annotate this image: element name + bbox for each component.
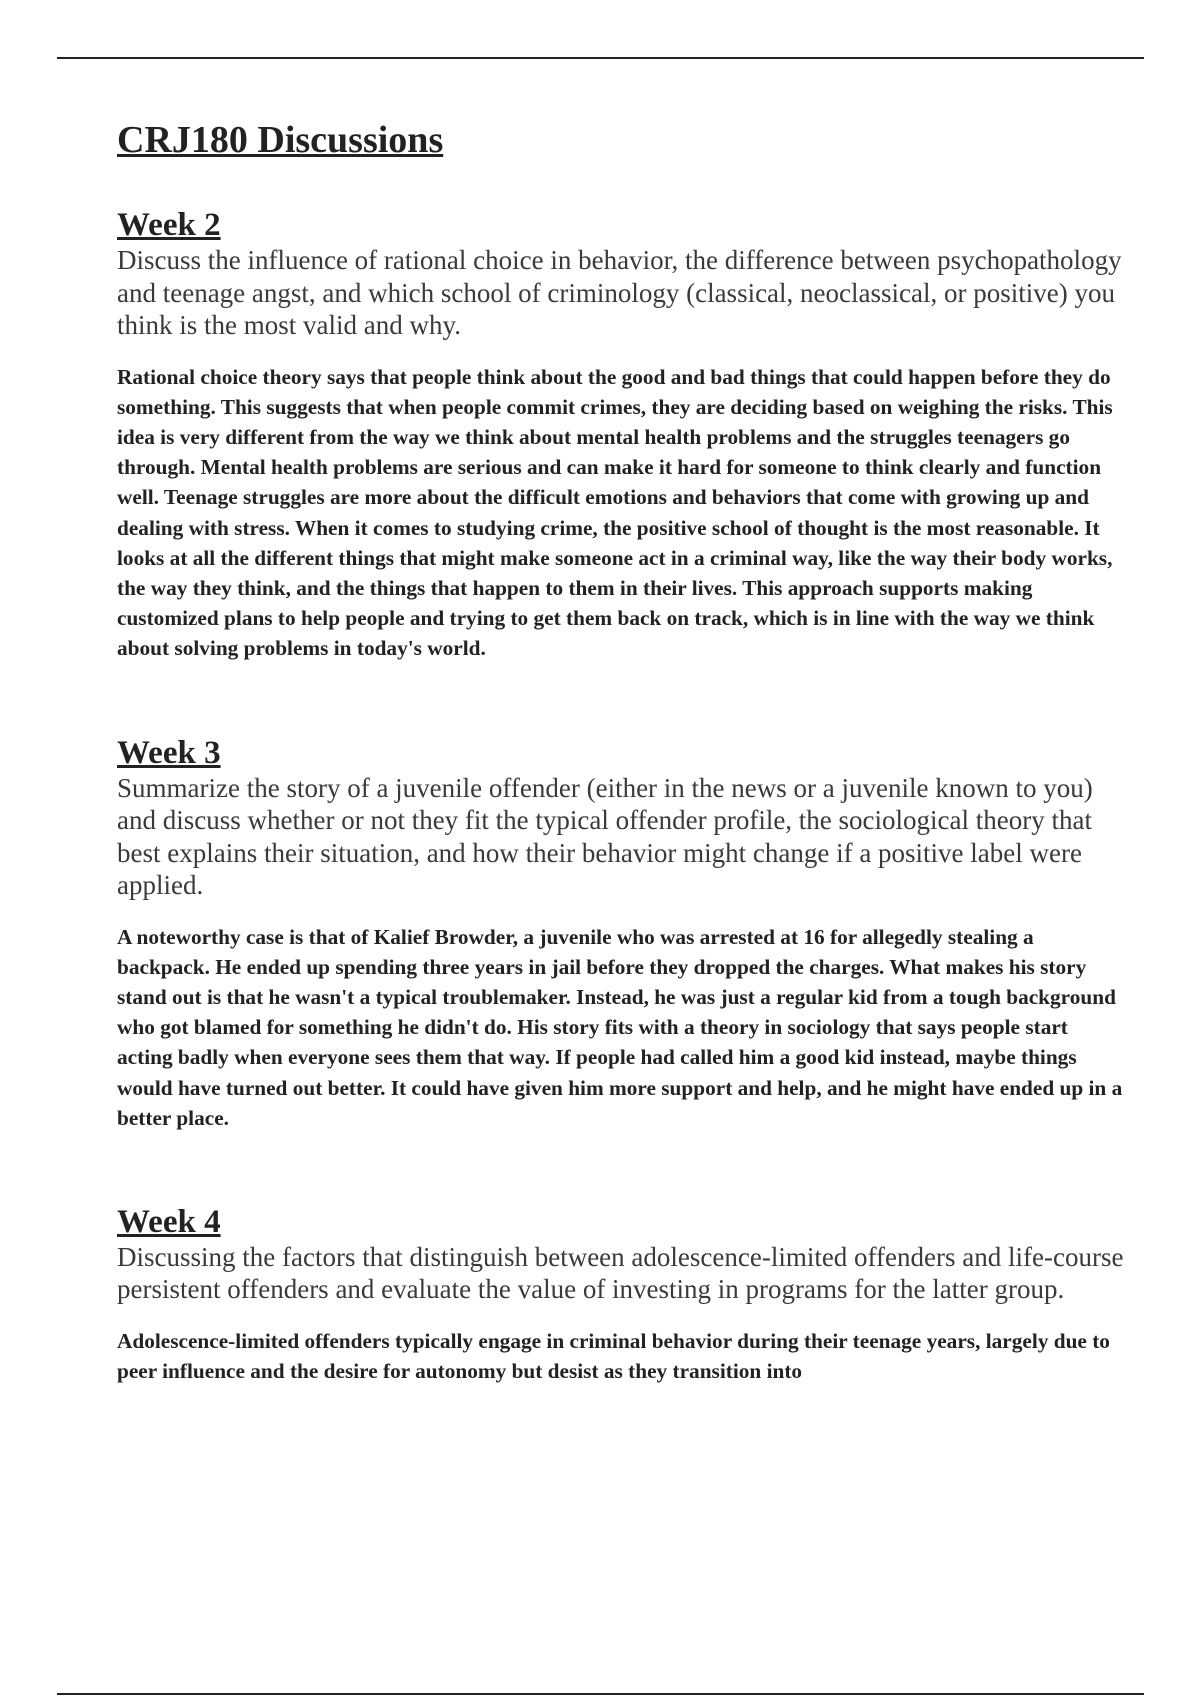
week-4-answer: Adolescence-limited offenders typically engage in criminal behavior during their teenage years, largely due to peer influence and the desire for autonomy but desist as they transition into [117,1328,1110,1384]
week-4-section [117,1203,1127,1386]
document-body [117,116,1127,1386]
top-rule [57,57,1144,59]
week-2-section [117,206,1127,664]
week-3-prompt: Summarize the story of a juvenile offender (either in the news or a juvenile known to you) and discuss whether or not they fit the typical offender profile, the sociological theory that best explains their situation, and how their behavior might change if a positive label were applied. [117,772,1093,901]
week-2-answer: Rational choice theory says that people think about the good and bad things that could happen before they do something. This suggests that when people commit crimes, they are deciding based on weighing the risks. This idea is very different from the way we think about mental health problems and the struggles teenagers go through. Mental health problems are serious and can make it hard for someone to think clearly and function well. Teenage struggles are more about the difficult emotions and behaviors that come with growing up and dealing with stress. When it comes to studying crime, the positive school of thought is the most reasonable. It looks at all the different things that might make someone act in a criminal way, like the way their body works, the way they think, and the things that happen to them in their lives. This approach supports making customized plans to help people and trying to get them back on track, which is in line with the way we think about solving problems in today's world. [117,364,1113,661]
week-3-section [117,734,1127,1133]
bottom-rule [57,1693,1144,1695]
week-3-answer: A noteworthy case is that of Kalief Browder, a juvenile who was arrested at 16 for allegedly stealing a backpack. He ended up spending three years in jail before they dropped the charges. What makes his story stand out is that he wasn't a typical troublemaker. Instead, he was just a regular kid from a tough background who got blamed for something he didn't do. His story fits with a theory in sociology that says people start acting badly when everyone sees them that way. If people had called him a good kid instead, maybe things would have turned out better. It could have given him more support and help, and he might have ended up in a better place. [117,924,1123,1130]
week-2-prompt: Discuss the influence of rational choice in behavior, the difference between psychopathology and teenage angst, and which school of criminology (classical, neoclassical, or positive) you think is the most valid and why. [117,245,1122,340]
week-4-prompt: Discussing the factors that distinguish between adolescence-limited offenders and life-course persistent offenders and evaluate the value of investing in programs for the latter group. [117,1241,1124,1305]
document-title: CRJ180 Discussions [117,119,444,161]
week-2-heading: Week 2 [117,207,221,243]
week-3-heading: Week 3 [117,734,221,771]
week-4-heading: Week 4 [117,1203,221,1240]
